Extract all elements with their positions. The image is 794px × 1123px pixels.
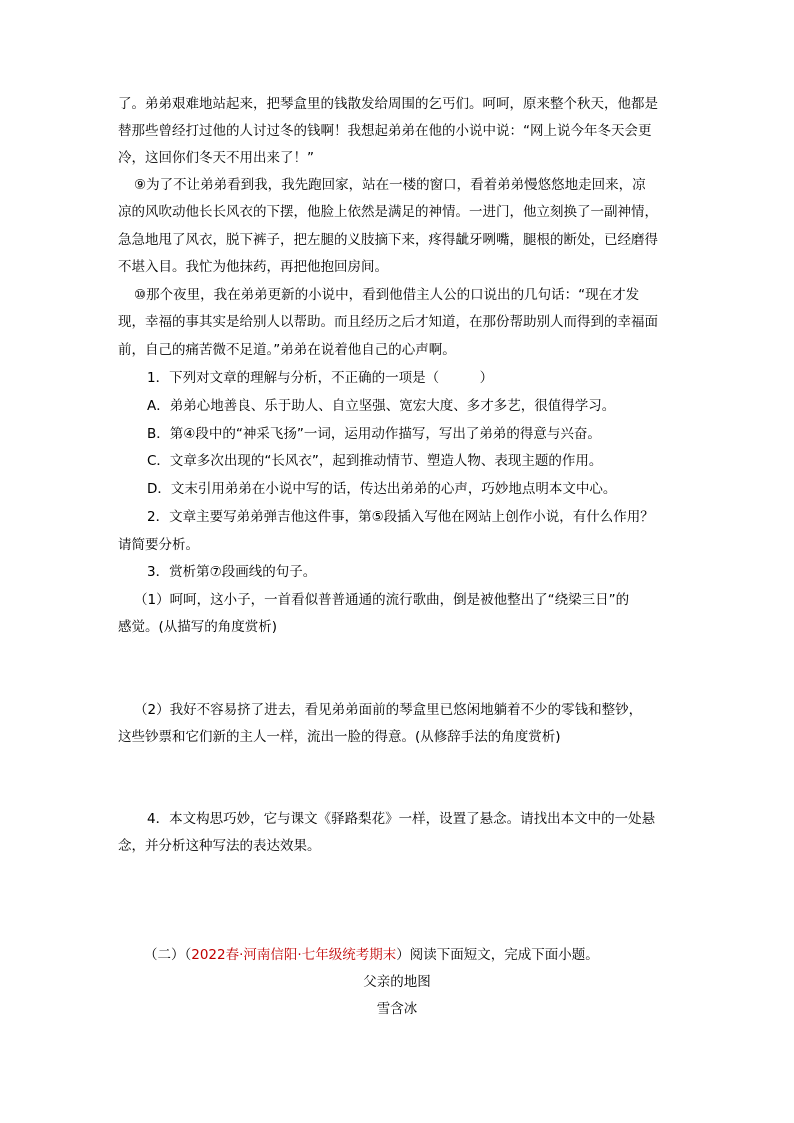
section-2-prefix: （二）（ (144, 947, 192, 963)
paragraph-9-line: 不堪入目。我忙为他抹药，再把他抱回房间。 (118, 259, 388, 275)
paragraph-10-line: 现，幸福的事其实是给别人以帮助。而且经历之后才知道，在那份帮助别人而得到的幸福面 (118, 314, 658, 330)
question-1-stem: 1．下列对文章的理解与分析，不正确的一项是（ ） (147, 370, 494, 386)
question-1-option-d: D．文末引用弟弟在小说中写的话，传达出弟弟的心声，巧妙地点明本文中心。 (147, 481, 617, 497)
question-3-sub1-line: 感觉。(从描写的角度赏析) (118, 619, 278, 635)
paragraph-10-line: ⑩那个夜里，我在弟弟更新的小说中，看到他借主人公的口说出的几句话：“现在才发 (134, 287, 640, 303)
question-1-option-c: C．文章多次出现的“长风衣”，起到推动情节、塑造人物、表现主题的作用。 (147, 453, 603, 469)
passage-line: 替那些曾经打过他的人讨过冬的钱啊！我想起弟弟在他的小说中说：“网上说今年冬天会更 (118, 123, 652, 139)
story-author: 雪含冰 (376, 1001, 418, 1017)
question-3-sub2-line: 这些钞票和它们新的主人一样，流出一脸的得意。(从修辞手法的角度赏析) (118, 729, 561, 745)
paragraph-9-line: ⑨为了不让弟弟看到我，我先跑回家，站在一楼的窗口，看着弟弟慢悠悠地走回来，凉 (134, 177, 646, 193)
question-3-stem: 3．赏析第⑦段画线的句子。 (147, 564, 317, 580)
passage-line: 冷，这回你们冬天不用出来了！” (118, 150, 314, 166)
question-3-sub2-line: （2）我好不容易挤了进去，看见弟弟面前的琴盒里已悠闲地躺着不少的零钱和整钞， (134, 702, 643, 718)
question-4-line: 念，并分析这种写法的表达效果。 (118, 838, 321, 854)
passage-line: 了。弟弟艰难地站起来，把琴盒里的钱散发给周围的乞丐们。呵呵，原来整个秋天，他都是 (118, 96, 658, 112)
paragraph-10-line: 前，自己的痛苦微不足道。”弟弟在说着他自己的心声啊。 (118, 342, 456, 358)
section-2-source: 2022春·河南信阳·七年级统考期末 (191, 947, 397, 963)
section-2-heading (144, 946, 704, 964)
question-2-line: 请简要分析。 (118, 537, 199, 553)
question-1-option-a: A．弟弟心地善良、乐于助人、自立坚强、宽宏大度、多才多艺，很值得学习。 (147, 398, 616, 414)
question-3-sub1-line: （1）呵呵，这小子，一首看似普普通通的流行歌曲，倒是被他整出了“绕梁三日”的 (134, 592, 630, 608)
question-1-option-b: B．第④段中的“神采飞扬”一词，运用动作描写，写出了弟弟的得意与兴奋。 (147, 426, 601, 442)
story-title: 父亲的地图 (363, 974, 431, 990)
question-2-line: 2．文章主要写弟弟弹吉他这件事，第⑤段插入写他在网站上创作小说，有什么作用？ (147, 509, 654, 525)
question-4-line: 4．本文构思巧妙，它与课文《驿路梨花》一样，设置了悬念。请找出本文中的一处悬 (147, 811, 656, 827)
paragraph-9-line: 急急地甩了风衣，脱下裤子，把左腿的义肢摘下来，疼得龇牙咧嘴，腿根的断处，已经磨得 (118, 232, 658, 248)
section-2-suffix: ）阅读下面短文，完成下面小题。 (396, 947, 599, 963)
paragraph-9-line: 凉的风吹动他长长风衣的下摆，他脸上依然是满足的神情。一进门，他立刻换了一副神情， (118, 204, 658, 220)
